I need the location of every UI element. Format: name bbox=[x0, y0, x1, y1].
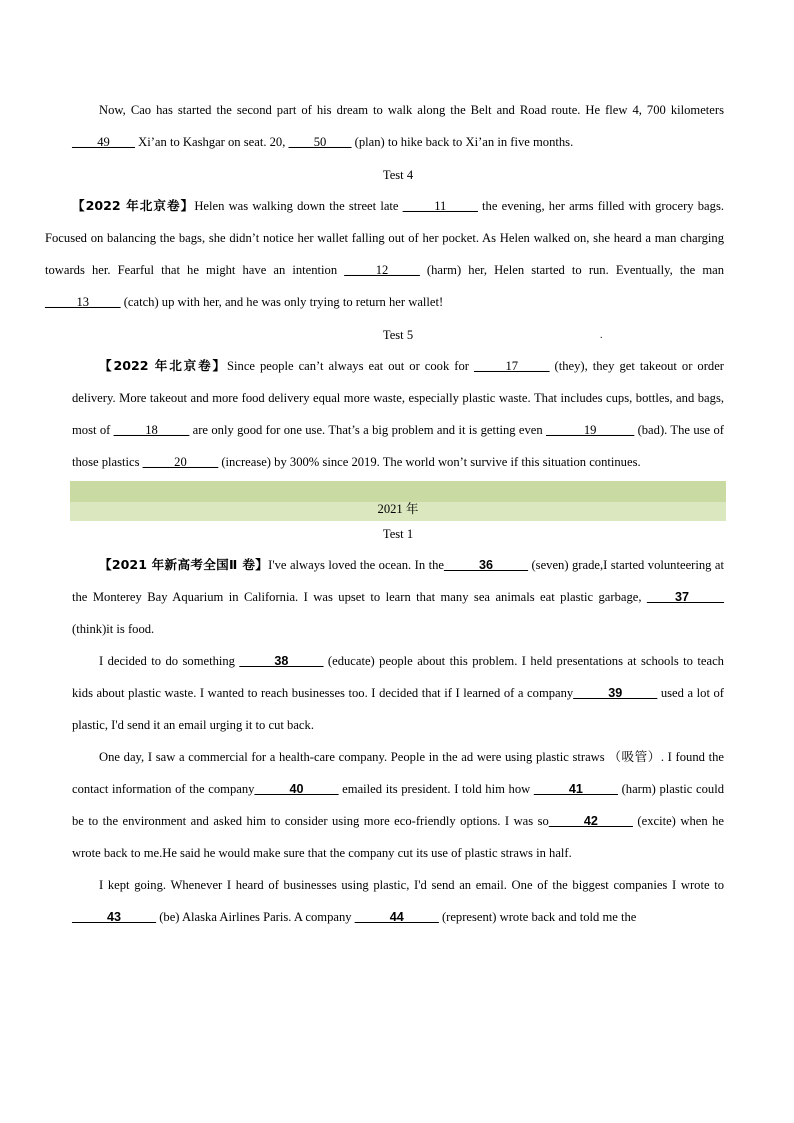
text: emailed its president. I told him how bbox=[338, 782, 534, 796]
blank-50: ____50____ bbox=[288, 135, 352, 149]
blank-39: _____39_____ bbox=[573, 686, 658, 700]
document-content bbox=[45, 94, 725, 933]
text: (increase) by 300% since 2019. The world won’t survive if this situation continues. bbox=[218, 455, 641, 469]
test4-source: 【2022 年北京卷】 bbox=[72, 198, 195, 213]
blank-41: _____41_____ bbox=[533, 782, 618, 796]
blank-42: _____42_____ bbox=[548, 814, 633, 828]
text: (plan) to hike back to Xi’an in five months. bbox=[351, 135, 574, 149]
text: (harm) her, Helen started to run. Eventually, the man bbox=[419, 263, 725, 277]
text: the evening, her arms filled with grocery bags. Focused on balancing the bags, she didn’t notice her wallet falling out of her pocket. As Helen walked on, she heard a man charging towards her. Fearful that he might have an intention bbox=[45, 199, 724, 277]
year-heading: 2021 年 bbox=[377, 502, 419, 516]
text: used a lot of plastic, I'd send it an email urging it to cut back. bbox=[72, 686, 725, 732]
test5-heading: Test 5 bbox=[382, 328, 414, 342]
text: One day, I saw a commercial for a health-care company. People in the ad were using plastic straws （吸管）. I found the contact information of the company bbox=[72, 750, 724, 796]
text: (excite) when he wrote back to me.He said he would make sure that the company cut its use of plastic straws in half. bbox=[72, 814, 724, 860]
paragraph-intro bbox=[72, 94, 724, 158]
test4-heading: Test 4 bbox=[382, 168, 414, 182]
blank-13: _____13_____ bbox=[45, 295, 121, 309]
blank-12: _____12_____ bbox=[344, 263, 420, 277]
blank-17: _____17_____ bbox=[473, 359, 550, 373]
test1-heading: Test 1 bbox=[382, 527, 414, 541]
text: (they), they get takeout or order delivery. More takeout and more food delivery equal more waste, especially plastic waste. That includes cups, bottles, and bags, most of bbox=[72, 359, 724, 437]
text: (catch) up with her, and he was only trying to return her wallet! bbox=[120, 295, 444, 309]
blank-20: _____20_____ bbox=[142, 455, 219, 469]
text: I've always loved the ocean. In the bbox=[268, 558, 444, 572]
text: (be) Alaska Airlines Paris. A company bbox=[156, 910, 355, 924]
text: I kept going. Whenever I heard of businesses using plastic, I'd send an email. One of the biggest companies I wrote to bbox=[99, 878, 724, 892]
text: are only good for one use. That’s a big problem and it is getting even bbox=[189, 423, 547, 437]
test5-source: 【2022 年北京卷】 bbox=[99, 358, 228, 373]
blank-44: _____44_____ bbox=[354, 910, 439, 924]
test1-paragraph-3 bbox=[72, 741, 724, 869]
text: Now, Cao has started the second part of his dream to walk along the Belt and Road route. He flew 4, 700 bbox=[99, 103, 666, 117]
text: Since people can’t always eat out or cook for bbox=[227, 359, 474, 373]
blank-19: ______19______ bbox=[546, 423, 635, 437]
text: Xi’an to Kashgar on seat. 20, bbox=[134, 135, 289, 149]
test1-source: 【2021 年新高考全国Ⅱ 卷】 bbox=[99, 557, 269, 572]
text: I decided to do something bbox=[99, 654, 240, 668]
test1-paragraph-2 bbox=[72, 645, 724, 741]
blank-38: _____38_____ bbox=[239, 654, 324, 668]
text: (think)it is food. bbox=[72, 622, 155, 636]
text: (represent) wrote back and told me the bbox=[438, 910, 637, 924]
stray-dot: . bbox=[600, 330, 603, 341]
text: (seven) grade,I started volunteering at the Monterey Bay Aquarium in California. I was upset to learn that many sea animals eat plastic garbage, bbox=[72, 558, 724, 604]
blank-36: _____36_____ bbox=[443, 558, 529, 572]
text: (harm) plastic could be to the environment and asked him to consider using more eco-friendly options. I was so bbox=[72, 782, 725, 828]
text: (educate) people about this problem. I held presentations at schools to teach kids about plastic waste. I wanted to reach businesses too. I decided that if I learned of a company bbox=[72, 654, 724, 700]
test5-paragraph bbox=[72, 350, 724, 478]
blank-37: ____37_____ bbox=[646, 590, 724, 604]
blank-43: _____43_____ bbox=[72, 910, 157, 924]
test1-paragraph-4 bbox=[72, 869, 724, 933]
blank-40: _____40_____ bbox=[254, 782, 339, 796]
blank-18: _____18_____ bbox=[113, 423, 190, 437]
text: (bad). The use of those plastics bbox=[72, 423, 724, 469]
year-section-band bbox=[70, 481, 726, 521]
test4-paragraph bbox=[45, 190, 724, 318]
blank-11: _____11_____ bbox=[402, 199, 478, 213]
text: Helen was walking down the street late bbox=[194, 199, 403, 213]
text: kilometers bbox=[670, 103, 724, 117]
test1-paragraph-1 bbox=[72, 549, 724, 645]
blank-49: ____49____ bbox=[72, 135, 135, 149]
